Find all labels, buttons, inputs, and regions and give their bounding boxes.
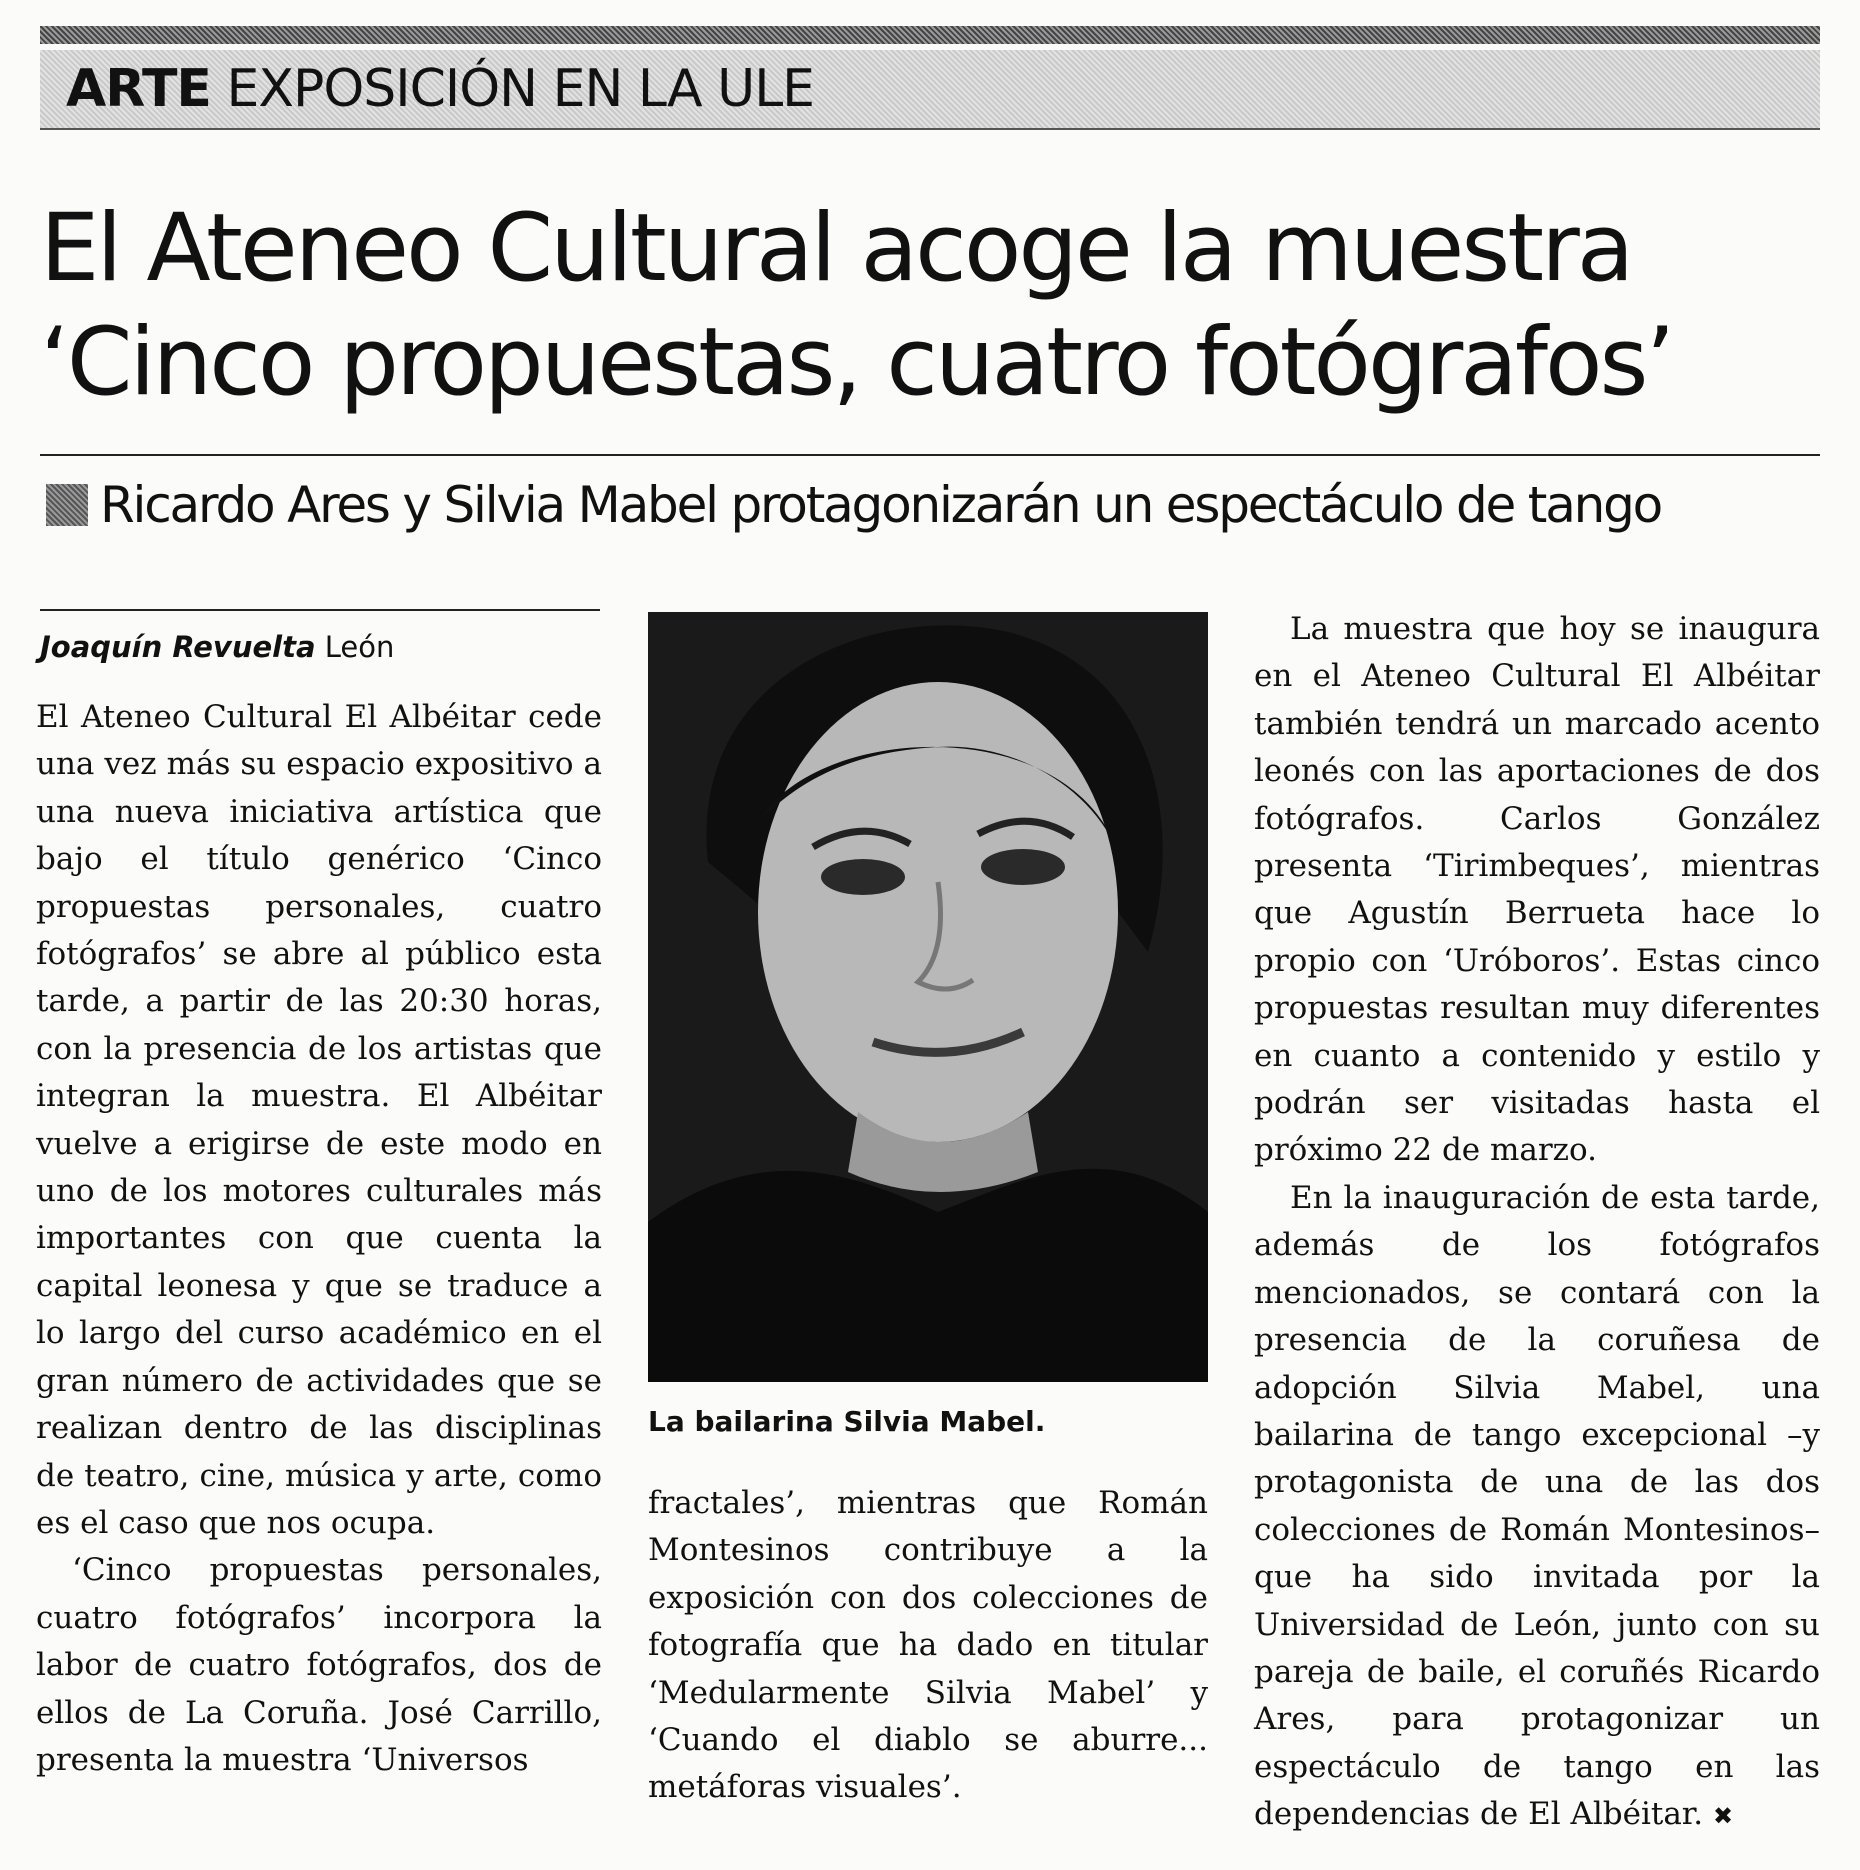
portrait-illustration xyxy=(648,612,1208,1382)
body-paragraph: El Ateneo Cultural El Albéitar cede una vez más su espacio expositivo a una nueva iniciativa artística que bajo el título genérico ‘Cinco propuestas personales, cuatro fotógrafos’ se abre al público esta tarde, a partir de las 20:30 horas, con la presencia de los artistas que integran la muestra. El Albéitar vuelve a erigirse de este modo en uno de los motores culturales más importantes con que cuenta la capital leonesa y que se traduce a lo largo del curso académico en el gran número de actividades que se realizan dentro de las disciplinas de teatro, cine, música y arte, como es el caso que nos ocupa. xyxy=(36,699,602,1541)
body-paragraph xyxy=(1254,1175,1820,1841)
byline-location: León xyxy=(324,630,395,664)
headline xyxy=(40,192,1830,420)
body-paragraph: fractales’, mientras que Román Montesinos contribuye a la exposición con dos colecciones de fotografía que ha dado en titular ‘Medularmente Silvia Mabel’ y ‘Cuando el diablo se aburre... metáforas visuales’. xyxy=(648,1485,1208,1806)
headline-line-1: El Ateneo Cultural acoge la muestra xyxy=(40,194,1632,303)
byline xyxy=(40,624,394,670)
section-label xyxy=(66,60,814,118)
byline-rule xyxy=(40,609,600,611)
square-bullet-icon xyxy=(46,484,88,526)
headline-line-2: ‘Cinco propuestas, cuatro fotógrafos’ xyxy=(40,308,1673,417)
body-paragraph: La muestra que hoy se inaugura en el Ateneo Cultural El Albéitar también tendrá un marcado acento leonés con las aportaciones de dos fotógrafos. Carlos González presenta ‘Tirimbeques’, mientras que Agustín Berrueta hace lo propio con ‘Uróboros’. Estas cinco propuestas resultan muy diferentes en cuanto a contenido y estilo y podrán ser visitadas hasta el próximo 22 de marzo. xyxy=(1254,611,1820,1169)
body-paragraph: ‘Cinco propuestas personales, cuatro fotógrafos’ incorpora la labor de cuatro fotógrafos, dos de ellos de La Coruña. José Carrillo, presenta la muestra ‘Universos xyxy=(36,1552,602,1778)
subheadline-text: Ricardo Ares y Silvia Mabel protagonizarán un espectáculo de tango xyxy=(100,476,1662,534)
byline-author: Joaquín Revuelta xyxy=(40,630,316,664)
article-column-3 xyxy=(1254,606,1820,1841)
headline-rule xyxy=(40,454,1820,456)
section-band xyxy=(40,50,1820,130)
subheadline xyxy=(40,470,1840,546)
photo-caption: La bailarina Silvia Mabel. xyxy=(648,1405,1046,1438)
section-category: ARTE xyxy=(66,59,211,119)
article-column-1 xyxy=(36,694,602,1784)
body-paragraph-text: En la inauguración de esta tarde, además de los fotógrafos mencionados, se contará con la presencia de la coruñesa de adopción Silvia Mabel, una bailarina de tango excepcional –y protagonista de una de las dos colecciones de Román Montesinos– que ha sido invitada por la Universidad de León, junto con su pareja de baile, el coruñés Ricardo Ares, para protagonizar un espectáculo de tango en las dependencias de El Albéitar. xyxy=(1254,1179,1820,1833)
article-column-2 xyxy=(648,1480,1208,1812)
end-mark-icon: ✖ xyxy=(1712,1802,1734,1831)
article-photo xyxy=(648,612,1208,1382)
section-topic: EXPOSICIÓN EN LA ULE xyxy=(226,59,815,119)
right-eye xyxy=(981,849,1065,885)
header-pattern-bar xyxy=(40,26,1820,44)
left-eye xyxy=(821,859,905,895)
